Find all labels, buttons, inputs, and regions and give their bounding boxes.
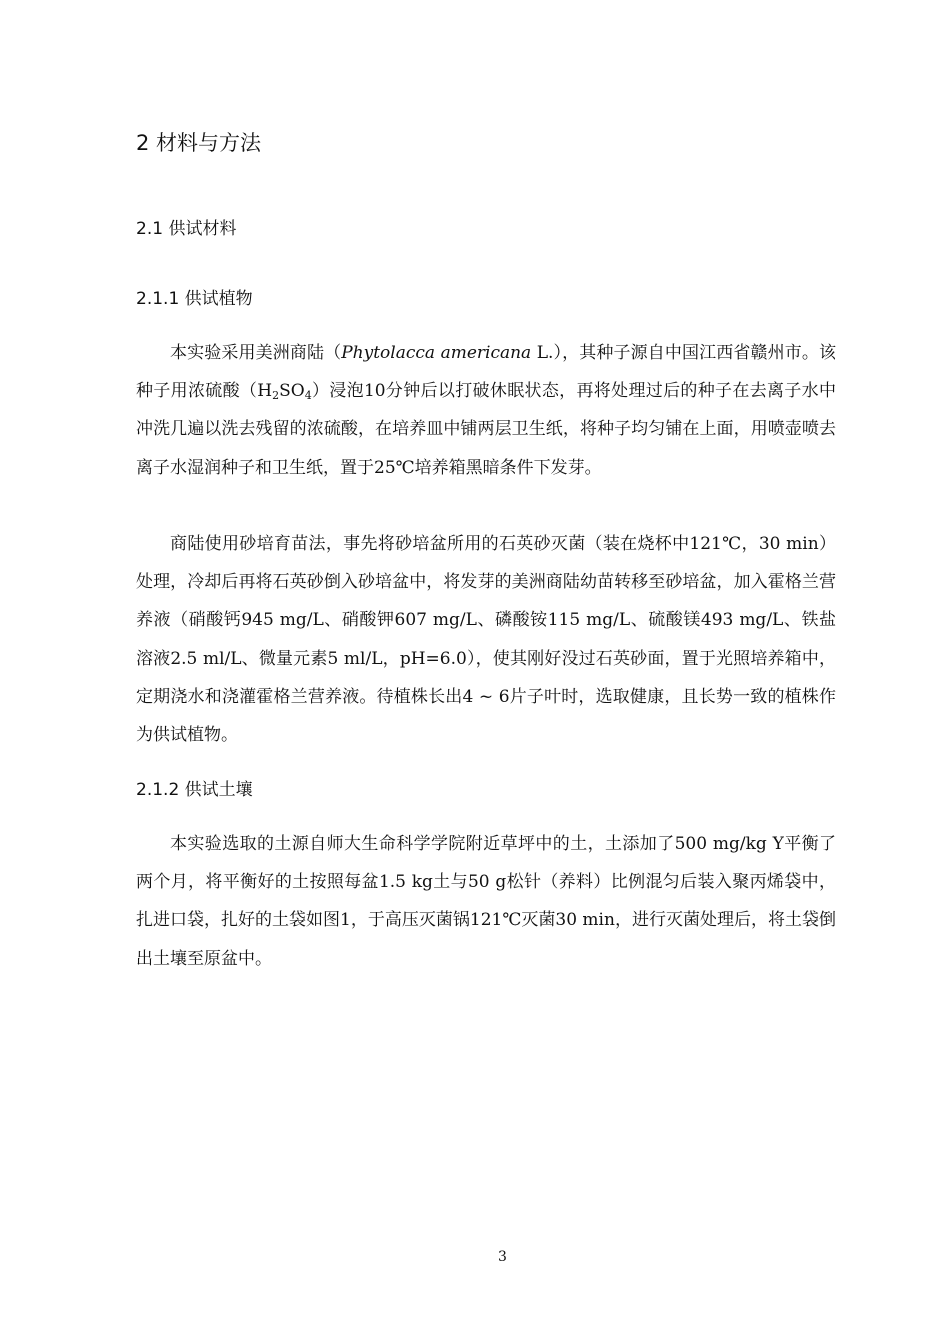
subscript-4: 4 <box>304 389 312 403</box>
species-name: Phytolacca americana <box>341 343 532 363</box>
plants-text-2: L.），其种子源自中国江西省赣州市。该种子用浓硫酸（H <box>136 343 836 402</box>
subsection-heading: 2.1 供试材料 <box>136 219 237 239</box>
plants-text-3: SO <box>279 381 305 402</box>
section-heading: 2 材料与方法 <box>136 131 262 155</box>
subscript-2: 2 <box>272 389 280 403</box>
page-number: 3 <box>498 1249 507 1265</box>
plants-paragraph-1 <box>136 334 836 487</box>
plants-text-4: ）浸泡10分钟后以打破休眠状态，再将处理过后的种子在去离子水中冲洗几遍以洗去残留的浓硫酸，在培养皿中铺两层卫生纸，将种子均匀铺在上面，用喷壶喷去离子水湿润种子和卫生纸，置于25℃培养箱黑暗条件下发芽。 <box>136 381 836 478</box>
plants-heading: 2.1.1 供试植物 <box>136 289 253 309</box>
plants-paragraph-2: 商陆使用砂培育苗法，事先将砂培盆所用的石英砂灭菌（装在烧杯中121℃，30 min）处理，冷却后再将石英砂倒入砂培盆中，将发芽的美洲商陆幼苗转移至砂培盆，加入霍格兰营养液（硝酸钙945 mg/L、硝酸钾607 mg/L、磷酸铵115 mg/L、硫酸镁493 mg/L、铁盐溶液2.5 ml/L、微量元素5 ml/L，pH=6.0），使其刚好没过石英砂面，置于光照培养箱中，定期浇水和浇灌霍格兰营养液。待植株长出4 ~ 6片子叶时，选取健康，且长势一致的植株作为供试植物。 <box>136 534 836 746</box>
plants-text-1: 本实验采用美洲商陆（ <box>170 343 342 363</box>
soil-heading: 2.1.2 供试土壤 <box>136 780 253 800</box>
soil-paragraph: 本实验选取的土源自师大生命科学学院附近草坪中的土，土添加了500 mg/kg Y平衡了两个月，将平衡好的土按照每盆1.5 kg土与50 g松针（养料）比例混匀后装入聚丙烯袋中，扎进口袋，扎好的土袋如图1，于高压灭菌锅121℃灭菌30 min，进行灭菌处理后，将土袋倒出土壤至原盆中。 <box>136 834 836 969</box>
